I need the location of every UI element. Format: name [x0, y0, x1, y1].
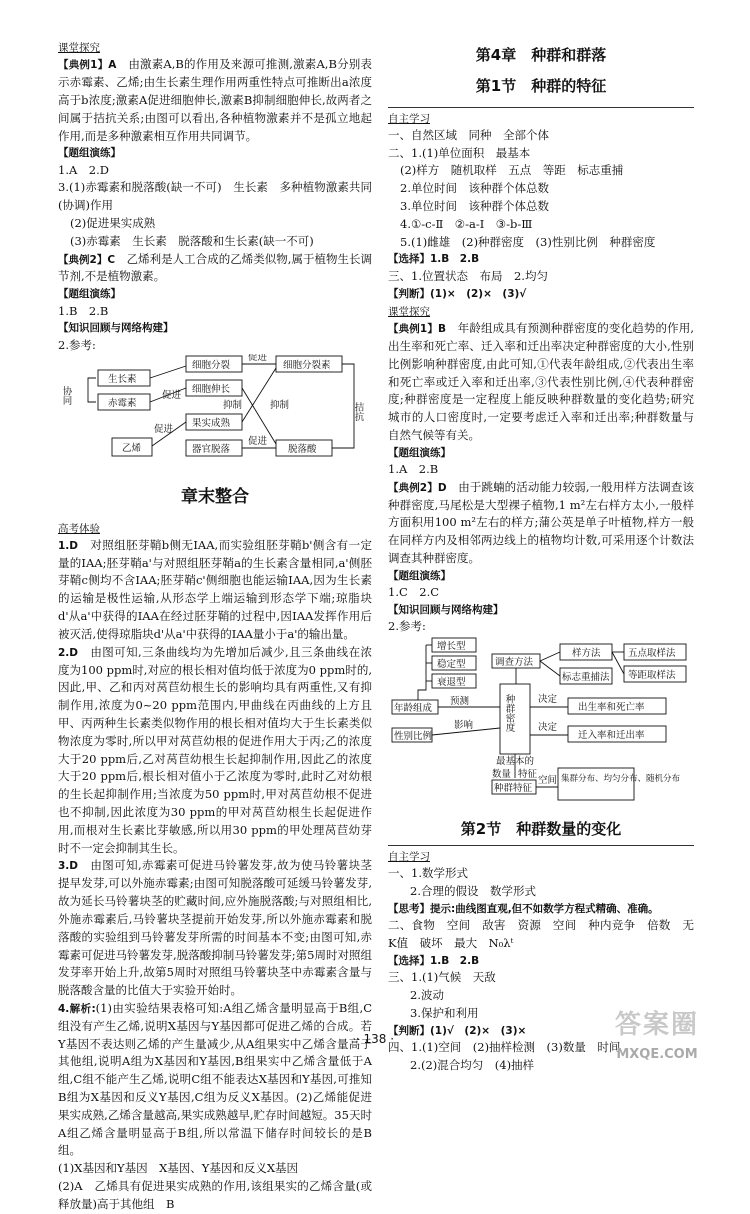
- answer-line: 二、食物 空间 敌害 资源 空间 种内竞争 倍数 无K值 破坏 最大 N₀λᵗ: [388, 918, 694, 951]
- knowledge-label: 【知识回顾与网络构建】: [58, 322, 174, 335]
- answer-line: 2.(2)混合均匀 (4)抽样: [410, 1057, 535, 1072]
- answer-line: 2.合理的假设 数学形式: [410, 884, 536, 899]
- question-label: 1.D: [58, 539, 79, 552]
- section-tag: 自主学习: [388, 112, 430, 125]
- diagram-label: 性别比例: [394, 731, 433, 743]
- answer-line: 1.A 2.D: [58, 162, 109, 177]
- question-label: 3.D: [58, 860, 79, 873]
- exercise-label: 【题组演练】: [388, 446, 451, 459]
- answer-line: (2)样方 随机取样 五点 等距 标志重捕: [400, 163, 624, 178]
- diagram-label: 促进: [162, 390, 182, 402]
- answer-line: 3.单位时间 该种群个体总数: [400, 199, 549, 214]
- section-title: 第2节 种群数量的变化: [460, 819, 622, 838]
- answer-line: 【选择】1.B 2.B: [388, 253, 480, 266]
- watermark-logo: [592, 1005, 722, 1065]
- diagram-label: 数量: [492, 769, 512, 781]
- population-network-diagram: [388, 636, 694, 804]
- answer-line: 1.B 2.B: [58, 303, 109, 318]
- answer-line: 二、1.(1)单位面积 最基本: [388, 145, 531, 160]
- diagram-label: 预测: [450, 696, 470, 708]
- diagram-label: 等距取样法: [628, 670, 676, 682]
- diagram-label: 稳定型: [437, 659, 466, 671]
- question-text: (1)由实验结果表格可知:A组乙烯含量明显高于B组,C组没有产生乙烯,说明X基因与Y基因都可促进乙烯的合成。若Y基因不表达则乙烯的产生量减少,从A组果实中乙烯含量高于其他组,说明A组为X基因和Y基因,B组果实中乙烯含量低于A组,C组不能产生乙烯,说明C组不能表达X基因和Y基因,可推知B组为X基因和反义Y基因,C组为反义X基因。(2)乙烯能促进果实成熟,乙烯含量越高,果实成熟越早,贮存时间越短。35天时A组乙烯含量明显高于B组,所以常温下储存时间较长的是B组。: [58, 1000, 372, 1158]
- diagram-label: 促进: [154, 424, 174, 436]
- diagram-label: 最基本的: [496, 756, 535, 768]
- diagram-label: 增长型: [437, 641, 466, 653]
- answer-line: 1.A 2.B: [388, 462, 439, 477]
- diagram-label: 标志重捕法: [562, 672, 610, 684]
- example-text: 乙烯利是人工合成的乙烯类似物,属于植物生长调节剂,不是植物激素。: [58, 251, 373, 284]
- diagram-label: 赤霉素: [108, 398, 137, 410]
- answer-line: 4.①-c-Ⅱ ②-a-Ⅰ ③-b-Ⅲ: [400, 216, 533, 231]
- diagram-label: 协同: [60, 386, 72, 406]
- answer-line: 【判断】(1)× (2)× (3)√: [388, 287, 527, 300]
- answer-line: (2)促进果实成熟: [70, 216, 156, 231]
- diagram-label: 拮抗: [352, 402, 364, 422]
- example-label: 【典例1】B: [388, 323, 446, 336]
- example-paragraph: [58, 251, 372, 287]
- answer-line: 一、自然区域 同种 全部个体: [388, 127, 549, 142]
- hormone-network-diagram: [58, 354, 372, 464]
- diagram-label: 器官脱落: [192, 444, 231, 456]
- exercise-label: 【题组演练】: [388, 569, 451, 582]
- answer-text: (1)X基因和Y基因 X基因、Y基因和反义X基因: [58, 1161, 299, 1176]
- answer-line: 2.单位时间 该种群个体总数: [400, 181, 549, 196]
- question-paragraph: [58, 857, 372, 1000]
- answer-line: [58, 1160, 372, 1178]
- knowledge-label: 【知识回顾与网络构建】: [388, 603, 504, 616]
- example-text: 年龄组成具有预测种群密度的变化趋势的作用,出生率和死亡率、迁入率和迁出率决定种群密度的大小,性别比例影响种群密度,由此可知,①代表年龄组成,②代表出生率和死亡率或迁入率和迁出率,③代表性别比例,④代表种群密度;种群密度是一定程度上能反映种群数量的变化趋势;研究城市的人口密度时,一定要考虑迁入率和迁出率;种群数量与自然气候等有关。: [388, 321, 695, 442]
- question-paragraph: [58, 537, 372, 644]
- answer-line: 三、1.位置状态 布局 2.均匀: [388, 268, 548, 283]
- diagram-label: 集群分布、均匀分布、随机分布: [561, 774, 681, 785]
- example-text: 由激素A,B的作用及来源可推测,激素A,B分别表示赤霉素、乙烯;由生长素生理作用两重性特点可推断出a浓度高于b浓度;激素A促进细胞伸长,激素B抑制细胞伸长,故两者之间属于拮抗关系;由图可以看出,各种植物激素并不是孤立地起作用,而是多种激素相互作用共同调节。: [58, 57, 372, 143]
- question-paragraph: [58, 644, 372, 858]
- diagram-label: 五点取样法: [628, 648, 676, 660]
- diagram-label: 特征: [518, 769, 538, 781]
- answer-line: 【判断】(1)√ (2)× (3)×: [388, 1024, 527, 1037]
- diagram-label: 促进: [248, 354, 268, 364]
- example-paragraph: [388, 320, 694, 445]
- exercise-label: 【题组演练】: [58, 288, 121, 301]
- diagram-label: 抑制: [270, 400, 290, 412]
- diagram-label: 种群密度: [503, 694, 515, 733]
- answer-line: 四、1.(1)空间 (2)抽样检测 (3)数量 时间: [388, 1039, 621, 1054]
- answer-line: 2.波动: [410, 987, 444, 1002]
- answer-line: (3)赤霉素 生长素 脱落酸和生长素(缺一不可): [70, 233, 314, 248]
- question-label: 2.D: [58, 646, 79, 659]
- answer-line: 3.(1)赤霉素和脱落酸(缺一不可) 生长素 多种植物激素共同(协调)作用: [58, 180, 372, 213]
- section-title: 第1节 种群的特征: [475, 77, 607, 96]
- diagram-label: 种群特征: [494, 783, 533, 795]
- diagram-label: 衰退型: [437, 677, 466, 689]
- answer-line: 一、1.数学形式: [388, 866, 468, 881]
- diagram-label: 调查方法: [495, 657, 534, 669]
- question-paragraph: [58, 1000, 372, 1160]
- diagram-label: 决定: [538, 694, 558, 706]
- section-tag: 课堂探究: [388, 305, 430, 318]
- section-tag: 自主学习: [388, 851, 430, 864]
- diagram-label: 促进: [248, 436, 268, 448]
- example-label: 【典例2】D: [388, 481, 447, 494]
- answer-line: 1.C 2.C: [388, 585, 440, 600]
- answer-line: 三、1.(1)气候 天敌: [388, 970, 496, 985]
- watermark-url: MXQE.COM: [616, 1047, 698, 1063]
- diagram-label: 迁入率和迁出率: [578, 730, 645, 742]
- diagram-label: 抑制: [223, 400, 243, 412]
- diagram-label: 空间: [538, 775, 558, 787]
- question-text: 对照组胚芽鞘b侧无IAA,而实验组胚芽鞘b'侧含有一定量的IAA;胚芽鞘a'与对照组胚芽鞘a的生长素含量相同,a'侧胚芽鞘c侧均不含IAA;胚芽鞘c'侧细胞也能运输IAA,因为生长素的运输是极性运输,从形态学上端运输到形态学下端;琼脂块d'从a'中获得的IAA在经过胚芽鞘的过程中,因IAA发挥作用后被灭活,使得琼脂块d'从a'中获得的IAA量小于a'的输出量。: [58, 537, 373, 641]
- section-tag: 高考体验: [58, 522, 100, 535]
- chapter-summary-title: 章末整合: [181, 487, 249, 508]
- question-label: 4.解析:: [58, 1002, 96, 1015]
- example-paragraph: [58, 56, 372, 145]
- right-column: [388, 38, 694, 1074]
- example-label: 【典例2】C: [58, 253, 116, 266]
- diagram-label: 果实成熟: [192, 418, 231, 430]
- diagram-label: 细胞伸长: [192, 384, 231, 396]
- answer-line: (2)A 乙烯具有促进果实成熟的作用,该组果实的乙烯含量(或释放量)高于其他组 B: [58, 1179, 372, 1211]
- answer-line: 【选择】1.B 2.B: [388, 954, 480, 967]
- diagram-label: 决定: [538, 722, 558, 734]
- diagram-label: 年龄组成: [394, 703, 433, 715]
- page-number: · 138 ·: [355, 1032, 395, 1046]
- question-text: 由图可知,赤霉素可促进马铃薯发芽,故为使马铃薯块茎提早发芽,可以外施赤霉素;由图可知脱落酸可延缓马铃薯发芽,故为延长马铃薯块茎的贮藏时间,应外施脱落酸;与对照组相比,外施赤霉素后,马铃薯块茎提前开始发芽,所以外施赤霉素和脱落酸的实验组到马铃薯发芽所需的时间基本不变;由图可知,赤霉素可促进马铃薯发芽,脱落酸抑制马铃薯发芽;第5周时对照组发芽率开始上升,故第5周时对照组马铃薯块茎中赤霉素含量与脱落酸含量的比值大于实验开始时。: [58, 858, 373, 998]
- diagram-label: 细胞分裂: [192, 360, 231, 372]
- example-paragraph: [388, 479, 694, 568]
- answer-line: 2.参考:: [388, 619, 426, 634]
- diagram-label: 影响: [454, 720, 474, 732]
- diagram-label: 细胞分裂素: [283, 360, 331, 372]
- question-text: 由图可知,三条曲线均为先增加后减少,且三条曲线在浓度为100 ppm时,对应的根长相对值均低于浓度为0 ppm时的,因此,甲、乙和丙对莴苣幼根生长的影响均具有两重性,又有抑制作用,浓度为0~20 ppm范围内,甲曲线在丙曲线的上方且甲、丙两种生长素类似物作用的根长相对值均大于生长素类似物浓度为零时,所以甲对莴苣幼根的促进作用大于丙;乙的浓度大于20 ppm后,乙对莴苣幼根生长起抑制作用,因此乙的浓度大于20 ppm后,根长相对值小于乙浓度为零时,此时乙对幼根的生长起抑制作用;当浓度为50 ppm时,甲对莴苣幼根不促进也不抑制,因此浓度为30 ppm的甲对莴苣幼根生长起促进作用,而根对生长素比芽敏感,所以用30 ppm的甲处理莴苣幼芽时不一定会抑制其生长。: [58, 644, 373, 855]
- answer-line: 2.参考:: [58, 337, 96, 352]
- answer-line: 5.(1)雌雄 (2)种群密度 (3)性别比例 种群密度: [400, 234, 656, 249]
- diagram-label: 样方法: [572, 648, 601, 660]
- example-label: 【典例1】A: [58, 59, 117, 72]
- diagram-label: 脱落酸: [288, 444, 317, 456]
- exercise-label: 【题组演练】: [58, 147, 121, 160]
- diagram-label: 出生率和死亡率: [578, 702, 645, 714]
- think-line: 【思考】提示:曲线图直观,但不如数学方程式精确、准确。: [388, 903, 659, 915]
- diagram-label: 生长素: [108, 374, 137, 386]
- section-tag: 课堂探究: [58, 42, 100, 54]
- example-text: 由于跳蝻的活动能力较弱,一般用样方法调查该种群密度,马尾松是大型裸子植物,1 m²左右样方太小,一般样方面积用100 m²左右的样方;蒲公英是单子叶植物,样方一般在同样方内及相邻两边线上的植物均计数,可采用逐个计数法调查其种群密度。: [388, 479, 695, 566]
- watermark-text: 答案圈: [614, 1010, 699, 1040]
- diagram-label: 乙烯: [122, 443, 142, 455]
- answer-line: 3.保护和利用: [410, 1005, 479, 1020]
- chapter-title: 第4章 种群和群落: [475, 46, 607, 64]
